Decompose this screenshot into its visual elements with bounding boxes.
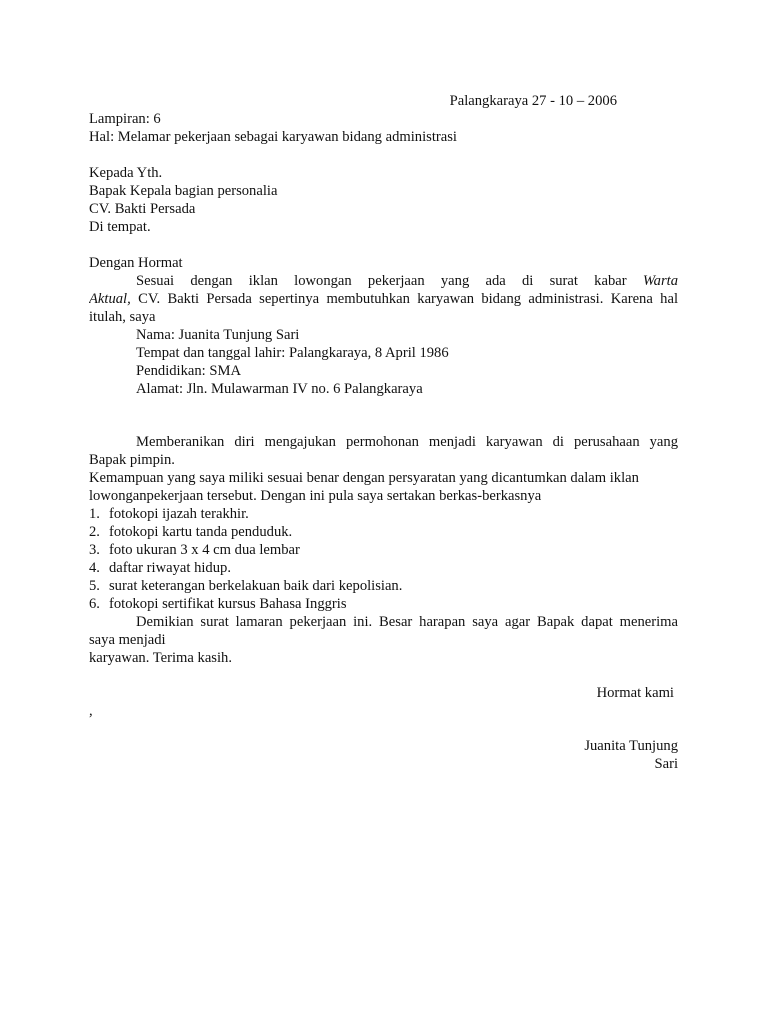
newspaper-name-part1: Warta — [642, 273, 678, 289]
attachment-item — [89, 559, 231, 577]
attachment-number: 1. — [89, 506, 100, 522]
attachment-item — [89, 523, 292, 541]
attachment-item — [89, 541, 300, 559]
attachment-item — [89, 505, 249, 523]
intro-line-2-text: CV. Bakti Persada sepertinya membutuhkan karyawan bidang administrasi. Karena hal — [138, 291, 678, 307]
recipient-line-2: Bapak Kepala bagian personalia — [89, 183, 278, 199]
personal-name: Nama: Juanita Tunjung Sari — [136, 327, 300, 343]
attachment-text: fotokopi ijazah terakhir. — [109, 506, 249, 522]
attachment-item — [89, 577, 402, 595]
attachment-text: surat keterangan berkelakuan baik dari kepolisian. — [109, 578, 403, 594]
intro-line-2 — [89, 290, 678, 308]
attachment-text: foto ukuran 3 x 4 cm dua lembar — [109, 542, 300, 558]
salutation: Dengan Hormat — [89, 255, 183, 271]
personal-birth: Tempat dan tanggal lahir: Palangkaraya, 8 April 1986 — [136, 345, 449, 361]
attachment-text: fotokopi kartu tanda penduduk. — [109, 524, 293, 540]
personal-education: Pendidikan: SMA — [136, 363, 241, 379]
letter-date: Palangkaraya 27 - 10 – 2006 — [449, 93, 617, 109]
body-para1-line1: Memberanikan diri mengajukan permohonan menjadi karyawan di perusahaan yang — [136, 434, 678, 450]
attachment-number: 4. — [89, 560, 100, 576]
intro-line-3: itulah, saya — [89, 309, 156, 325]
intro-line-1-text: Sesuai dengan iklan lowongan pekerjaan yang ada di surat kabar — [136, 273, 627, 289]
attachment-number: 2. — [89, 524, 100, 540]
attachment-text: daftar riwayat hidup. — [109, 560, 231, 576]
newspaper-name-part2: Aktual, — [89, 291, 131, 307]
signature-name-line-2: Sari — [654, 756, 678, 772]
body-para2-line1: Kemampuan yang saya miliki sesuai benar dengan persyaratan yang dicantumkan dalam iklan — [89, 470, 639, 486]
closing-line-3: karyawan. Terima kasih. — [89, 650, 232, 666]
closing-line-2: saya menjadi — [89, 632, 166, 648]
attachment-number: 3. — [89, 542, 100, 558]
lampiran-line: Lampiran: 6 — [89, 111, 161, 127]
attachment-number: 6. — [89, 596, 100, 612]
subject-line: Hal: Melamar pekerjaan sebagai karyawan bidang administrasi — [89, 129, 457, 145]
recipient-line-3: CV. Bakti Persada — [89, 201, 196, 217]
stray-comma: , — [89, 703, 93, 719]
body-para2-line2: lowonganpekerjaan tersebut. Dengan ini pula saya sertakan berkas-berkasnya — [89, 488, 542, 504]
attachment-item — [89, 595, 347, 613]
personal-address: Alamat: Jln. Mulawarman IV no. 6 Palangkaraya — [136, 381, 423, 397]
recipient-line-1: Kepada Yth. — [89, 165, 163, 181]
body-para1-line2: Bapak pimpin. — [89, 452, 175, 468]
intro-line-1 — [136, 272, 678, 290]
recipient-line-4: Di tempat. — [89, 219, 151, 235]
attachment-text: fotokopi sertifikat kursus Bahasa Inggris — [109, 596, 347, 612]
closing-line-1: Demikian surat lamaran pekerjaan ini. Besar harapan saya agar Bapak dapat menerima — [136, 614, 678, 630]
signature-name-line-1: Juanita Tunjung — [584, 738, 678, 754]
signoff: Hormat kami — [596, 685, 674, 701]
attachment-number: 5. — [89, 578, 100, 594]
